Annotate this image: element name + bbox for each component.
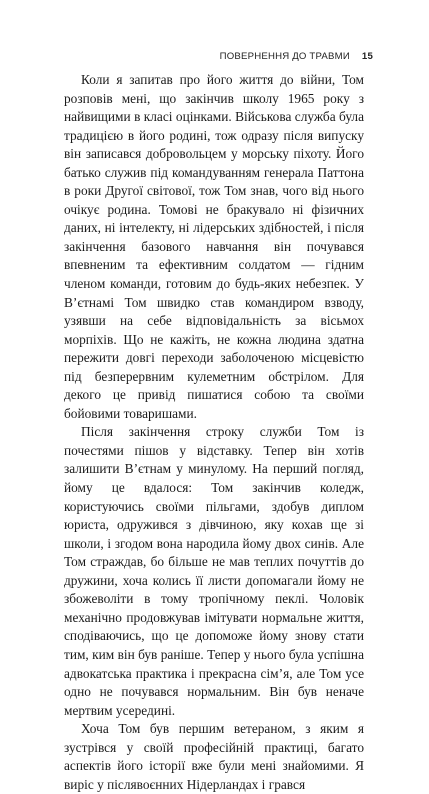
paragraph-2: Після закінчення строку служби Том із почестями пішов у відставку. Тепер він хотів залишити В’єтнам у минулому. На перший погляд, йому це вдалося: Том закінчив коледж, користуючись своїми пільгами, здобув диплом юриста, одружився з дівчиною, яку кохав ще зі школи, і згодом вона народила йому двох синів. Але Том страждав, бо більше не мав теплих почуттів до дружини, хоча колись її листи допомагали йому не збожеволіти в тому тропічному пеклі. Чоловік механічно продовжував імітувати нормальне життя, сподіваючись, що це допоможе йому знову стати тим, ким він був раніше. Тепер у нього була успішна адвокатська практика і прекрасна сім’я, але Том усе одно не почувався нормальним. Він був неначе мертвим усередині. [64, 424, 364, 718]
paragraph-3: Хоча Том був першим ветераном, з яким я зустрівся у своїй професійній практиці, багато аспектів його історії вже були мені знайомими. Я виріс у післявоєнних Нідерландах і грався [64, 721, 364, 792]
paragraph-1: Коли я запитав про його життя до війни, Том розповів мені, що закінчив школу 1965 року з найвищими в класі оцінками. Військова служба була традицією в його родині, тож одразу після випуску він записався добровольцем у морську піхоту. Його батько служив під командуванням генерала Паттона в роки Другої світової, тож Том знав, чого від нього очікує родина. Томові не бракувало ні фізичних даних, ні інтелекту, ні лідерських здібностей, і після закінчення базового навчання він почувався впевненим та ефективним солдатом — гідним членом команди, готовим до будь-яких небезпек. У В’єтнамі Том швидко став командиром взводу, узявши на себе відповідальність за вісьмох морпіхів. Що не кажіть, не кожна людина здатна пережити довгі переходи заболоченою місцевістю під безперервним кулеметним обстрілом. Для декого це привід пишатися собою та своїми бойовими товаришами. [64, 72, 364, 421]
body-text [64, 71, 364, 794]
chapter-title: ПОВЕРНЕННЯ ДО ТРАВМИ [219, 51, 350, 62]
running-head [220, 51, 373, 62]
page-number: 15 [361, 51, 373, 62]
